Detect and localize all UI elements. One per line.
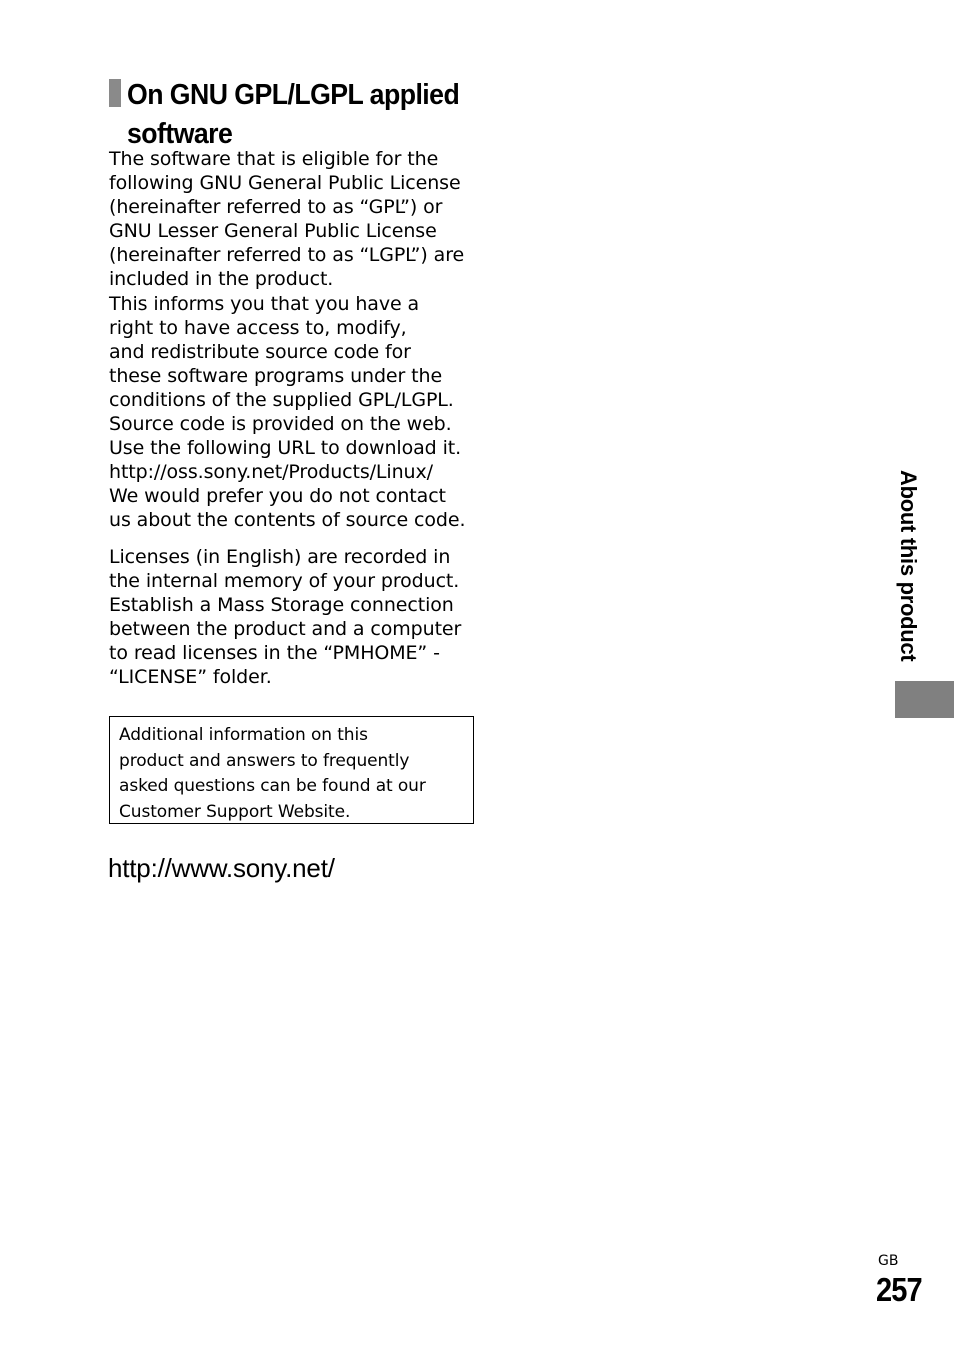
region-code: GB <box>878 1253 899 1269</box>
page-title: On GNU GPL/LGPL applied software <box>127 79 460 150</box>
support-url-link[interactable]: http://www.sony.net/ <box>108 853 335 883</box>
heading-marker <box>109 79 121 107</box>
page-number: 257 <box>876 1271 922 1308</box>
body-paragraph-gpl: The software that is eligible for the following GNU General Public License (hereinafter referred to as “GPL”) or GNU Lesser General Public License (hereinafter referred to as “LGPL”) are included in the product. This informs you that you have a right to have access to, modify, and redistribute source code for these software programs under the conditions of the supplied GPL/LGPL. Source code is provided on the web. Use the following URL to download it. http://oss.sony.net/Products/Linux/ We would prefer you do not contact us about the contents of source code. <box>109 148 466 532</box>
side-section-label-text: About this product <box>896 470 921 662</box>
support-info-box: Additional information on this product and answers to frequently asked questions can be found at our Customer Support Website. <box>109 716 474 824</box>
section-heading <box>109 76 489 154</box>
body-paragraph-licenses: Licenses (in English) are recorded in the internal memory of your product. Establish a Mass Storage connection between the product and a computer to read licenses in the “PMHOME” - “LICENSE” folder. <box>109 546 462 689</box>
side-section-tab <box>895 681 954 718</box>
side-section-label <box>894 470 934 670</box>
